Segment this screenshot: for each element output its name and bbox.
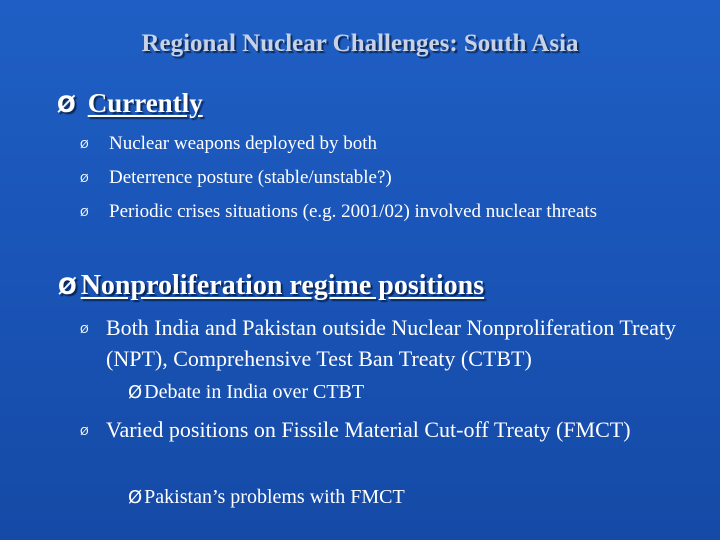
sub-bullet-text: Pakistan’s problems with FMCT: [144, 486, 405, 508]
bullet-text: Varied positions on Fissile Material Cut-off Treaty (FMCT): [106, 417, 631, 442]
bullet-item: [80, 312, 720, 374]
arrow-bullet-icon: Ø: [58, 275, 77, 300]
bullet-text: Both India and Pakistan outside Nuclear Nonproliferation Treaty (NPT), Comprehensive Test Ban Treaty (CTBT): [106, 315, 677, 371]
bullet-text: Nuclear weapons deployed by both: [109, 133, 378, 154]
section-heading-currently: [57, 88, 203, 119]
bullet-text: Deterrence posture (stable/unstable?): [109, 167, 392, 188]
sub-bullet-item: [128, 378, 364, 407]
bullet-item: [80, 197, 709, 227]
arrow-bullet-icon: Ø: [128, 487, 143, 508]
bullet-item: [80, 414, 720, 445]
sub-bullet-text: Debate in India over CTBT: [144, 381, 365, 403]
sub-bullet-item: [128, 483, 405, 512]
bullet-item: [80, 163, 709, 193]
arrow-bullet-icon: Ø: [80, 172, 89, 185]
section-heading-text: Currently: [87, 88, 203, 118]
section-heading-nonproliferation: [58, 270, 484, 302]
arrow-bullet-icon: Ø: [80, 138, 89, 151]
section-heading-text: Nonproliferation regime positions: [80, 270, 485, 301]
bullet-item: [80, 129, 709, 159]
bullet-text: Periodic crises situations (e.g. 2001/02) involved nuclear threats: [109, 201, 598, 222]
arrow-bullet-icon: Ø: [128, 382, 143, 403]
slide-title: Regional Nuclear Challenges: South Asia: [141, 30, 579, 57]
arrow-bullet-icon: Ø: [80, 425, 89, 438]
arrow-bullet-icon: Ø: [57, 93, 76, 118]
arrow-bullet-icon: Ø: [80, 206, 89, 219]
arrow-bullet-icon: Ø: [80, 323, 89, 336]
